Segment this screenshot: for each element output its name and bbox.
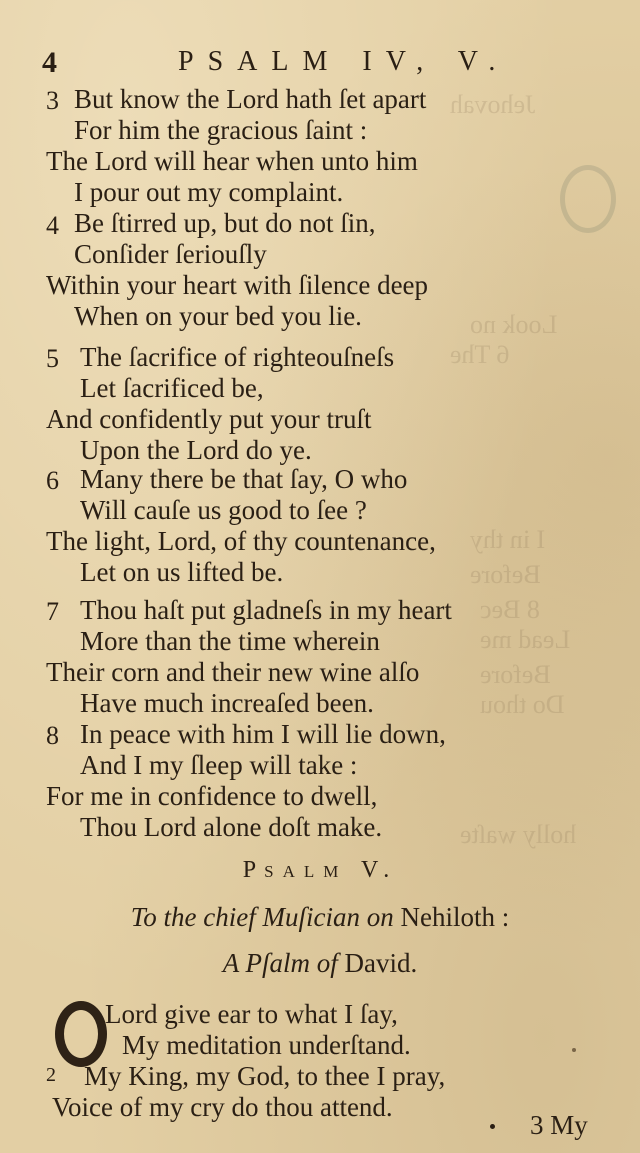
verse-line: Will cauſe us good to ſee ? [80,495,367,525]
verse-line: Conſider ſeriouſly [74,239,267,269]
psalm-heading [0,857,640,884]
psalm-heading-initial: P [242,857,265,883]
verse-line: Have much increaſed been. [80,688,374,718]
verse-line: In peace with him I will lie down, [80,719,446,749]
show-through-text: Do thou [480,690,565,719]
verse-number: 2 [46,1064,56,1086]
verse-line: For me in confidence to dwell, [46,781,378,811]
verse-number: 6 [46,466,59,495]
page-number: 4 [42,46,57,79]
verse-line: The light, Lord, of thy countenance, [46,526,436,556]
verse-number: 4 [46,211,59,240]
show-through-text: Look no [470,310,558,339]
verse-line: Upon the Lord do ye. [80,435,312,465]
show-through-text: holly waſte [460,820,577,849]
show-through-ornament [560,165,616,233]
verse-line: Voice of my cry do thou attend. [52,1092,393,1122]
running-head-title: PSALM IV, V. [178,46,510,77]
verse-line: Their corn and their new wine alſo [46,657,420,687]
psalm-superscription [0,902,640,933]
show-through-text: Before [470,560,541,589]
verse-line: My King, my God, to thee I pray, [84,1061,446,1091]
verse-line: I pour out my complaint. [74,177,344,207]
verse-line: But know the Lord hath ſet apart [74,84,427,114]
verse-number: 8 [46,721,59,750]
verse-line: Lord give ear to what I ſay, [105,999,398,1029]
verse-line: Be ſtirred up, but do not ſin, [74,208,376,238]
attribution-italic: A Pſalm of [222,948,338,978]
decorative-dropcap-o [55,1001,107,1067]
psalm-heading-smallcaps: SALM [264,862,348,881]
verse-line: The ſacrifice of righteouſneſs [80,342,395,372]
verse-line: When on your bed you lie. [74,301,362,331]
superscription-italic: To the chief Muſician on [130,902,394,932]
verse-line: Thou haſt put gladneſs in my heart [80,595,452,625]
show-through-text: 6 The [450,340,510,369]
verse-line: My meditation underſtand. [122,1030,411,1060]
verse-number: 7 [46,597,59,626]
superscription-roman: Nehiloth : [400,902,510,932]
running-head [38,44,598,84]
attribution-roman: David. [344,948,418,978]
verse-line: More than the time wherein [80,626,380,656]
show-through-text: I in thy [470,525,546,554]
catchword: 3 My [530,1110,588,1140]
verse-line: And I my ſleep will take : [80,750,358,780]
verse-line: Let on us lifted be. [80,557,284,587]
show-through-text: Lead me [480,625,571,654]
psalm-attribution [0,948,640,979]
verse-line: The Lord will hear when unto him [46,146,418,176]
show-through-text: Before [480,660,551,689]
ink-dot [490,1124,495,1129]
verse-line: Many there be that ſay, O who [80,464,408,494]
ink-smudge [572,1048,576,1052]
psalm-heading-numeral: V. [360,857,398,883]
verse-number: 3 [46,86,59,115]
verse-line: And confidently put your truſt [46,404,372,434]
verse-number: 5 [46,344,59,373]
verse-line: Let ſacrificed be, [80,373,264,403]
show-through-text: 8 Bec [480,595,540,624]
verse-line: Within your heart with ſilence deep [46,270,429,300]
show-through-text: Jehovah [450,90,536,119]
verse-line: Thou Lord alone doſt make. [80,812,383,842]
verse-line: For him the gracious ſaint : [74,115,368,145]
